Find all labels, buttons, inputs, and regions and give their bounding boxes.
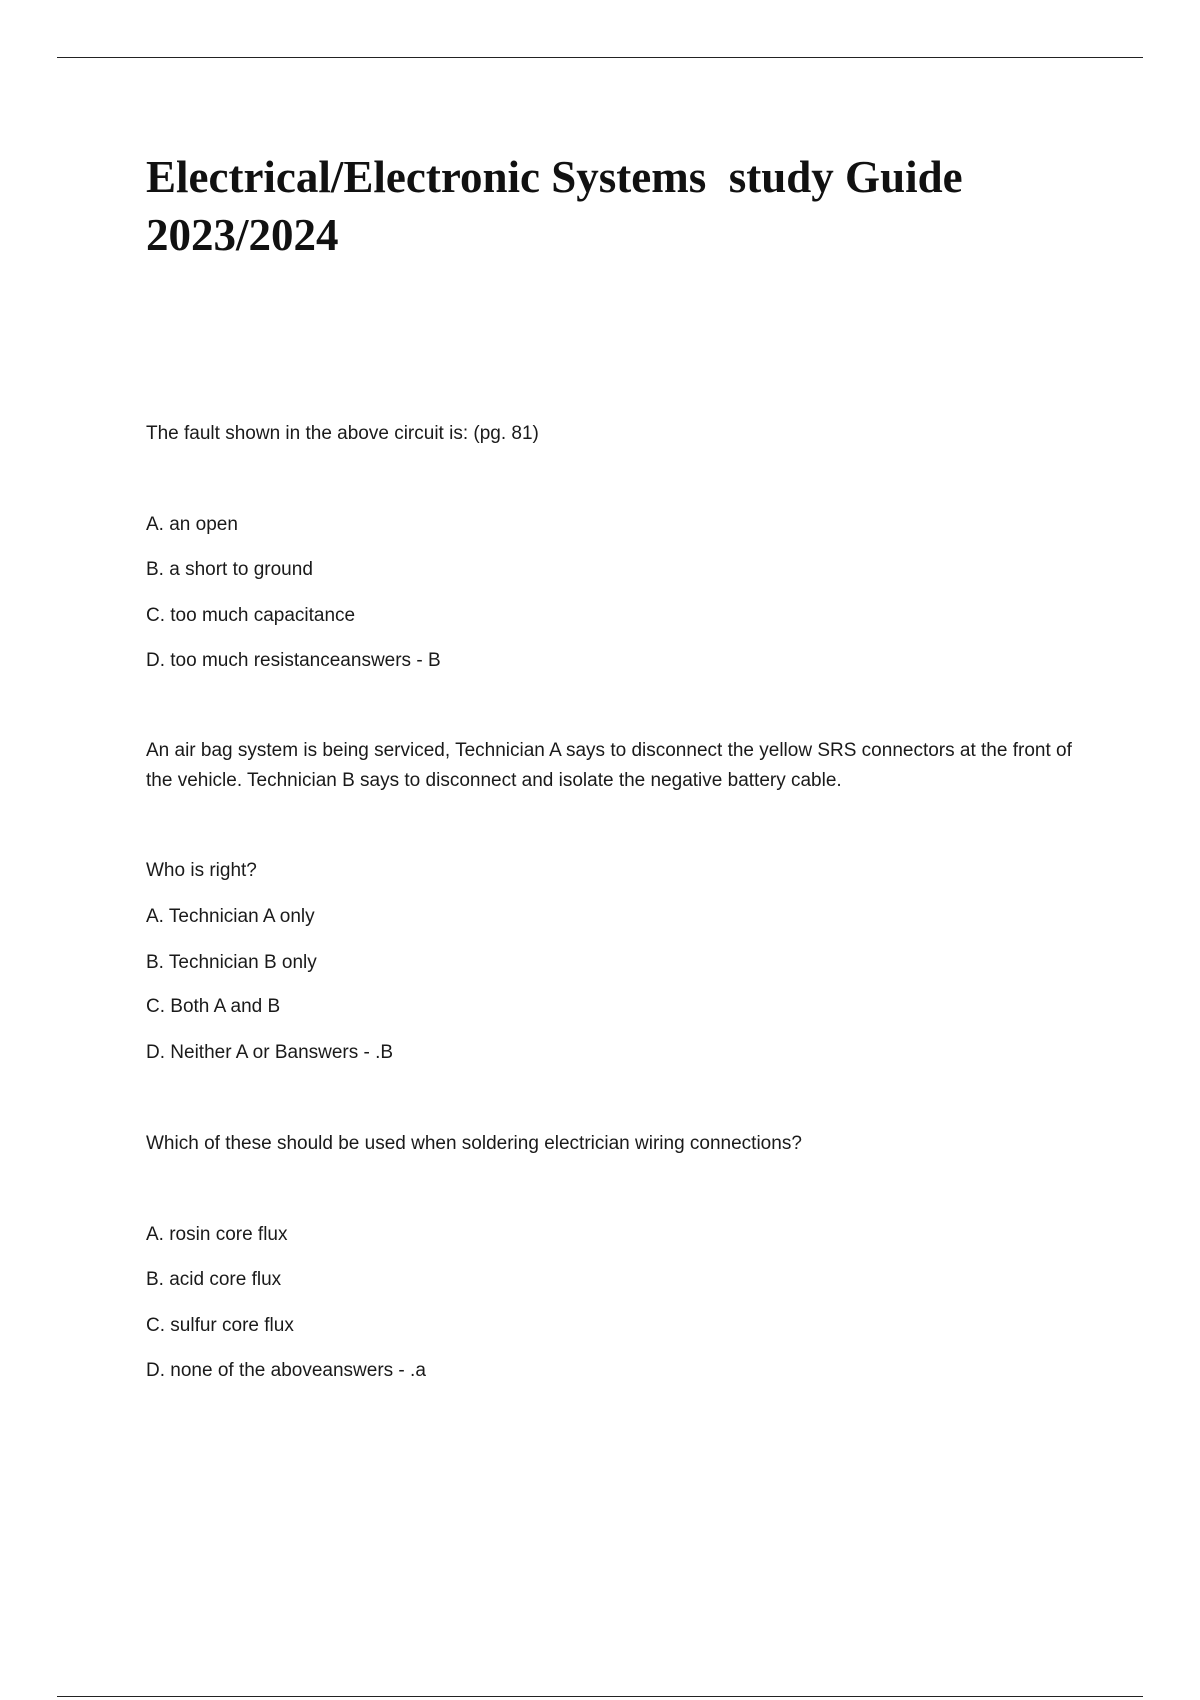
option-a: A. Technician A only	[146, 906, 315, 927]
question-2-subprompt	[146, 856, 1086, 886]
option-c: C. too much capacitance	[146, 605, 356, 626]
question-1	[146, 419, 1086, 449]
option-a: A. an open	[146, 514, 238, 535]
option-b: B. a short to ground	[146, 559, 313, 580]
option-c: C. sulfur core flux	[146, 1315, 294, 1336]
question-3	[146, 1129, 1086, 1159]
option-b: B. acid core flux	[146, 1269, 282, 1290]
question-subprompt: Who is right?	[146, 860, 257, 881]
document-title: Electrical/Electronic Systems study Guide 2023/2024	[146, 152, 974, 260]
header-rule	[57, 57, 1143, 58]
question-prompt: Which of these should be used when soldering electrician wiring connections?	[146, 1133, 802, 1154]
document-body	[146, 148, 1086, 1381]
question-prompt: The fault shown in the above circuit is: (pg. 81)	[146, 423, 539, 444]
question-prompt: An air bag system is being serviced, Technician A says to disconnect the yellow SRS connectors at the front of the vehicle. Technician B says to disconnect and isolate the negative battery cable.	[146, 740, 1072, 791]
option-c: C. Both A and B	[146, 996, 281, 1017]
option-d: D. too much resistanceanswers - B	[146, 650, 441, 671]
option-d: D. none of the aboveanswers - .a	[146, 1360, 426, 1381]
question-2	[146, 736, 1086, 796]
option-d: D. Neither A or Banswers - .B	[146, 1042, 394, 1063]
option-b: B. Technician B only	[146, 952, 317, 973]
footer-rule	[57, 1696, 1143, 1697]
option-a: A. rosin core flux	[146, 1224, 288, 1245]
